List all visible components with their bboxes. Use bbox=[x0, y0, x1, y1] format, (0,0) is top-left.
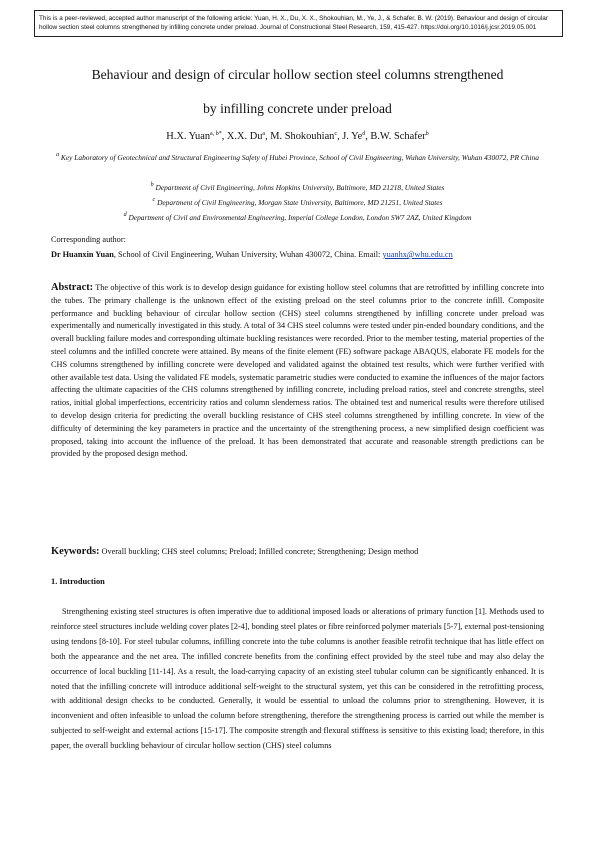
corresponding-author-details: Dr Huanxin Yuan, School of Civil Engineering, Wuhan University, Wuhan 430072, China. Email: yuanhx@whu.edu.cn bbox=[51, 250, 453, 259]
affiliation-d: $^d$ Department of Civil and Environmental Engineering, Imperial College London, London SW7 2AZ, United Kingdom bbox=[123, 212, 472, 222]
author: B.W. Schafer$^b$ bbox=[370, 131, 429, 142]
affiliation-b: $^b$ Department of Civil Engineering, Johns Hopkins University, Baltimore, MD 21218, United States bbox=[150, 182, 445, 192]
affiliation-a: $^a$ Key Laboratory of Geotechnical and Structural Engineering Safety of Hubei Province, School of Civil Engineering, Wuhan University, Wuhan 430072, PR China bbox=[56, 152, 539, 162]
keywords-line bbox=[51, 546, 544, 558]
publication-notice-box bbox=[34, 10, 563, 37]
keywords-label: Keywords: bbox=[51, 546, 100, 557]
author: M. Shokouhian$^c$, bbox=[270, 131, 343, 142]
paper-title-line-1: Behaviour and design of circular hollow section steel columns strengthened bbox=[91, 67, 504, 82]
section-heading: 1. Introduction bbox=[51, 577, 105, 586]
paper-title-line-2: by infilling concrete under preload bbox=[203, 101, 392, 116]
corresponding-author-label: Corresponding author: bbox=[51, 235, 126, 244]
affiliation-c: $^c$ Department of Civil Engineering, Morgan State University, Baltimore, MD 21251, United States bbox=[152, 197, 443, 207]
introduction-paragraph: Strengthening existing steel structures is often imperative due to additional imposed loads or alterations of primary function [1]. Methods used to reinforce steel structures include welding cover plates [2-4], bonding steel plates or fibre reinforced polymer materials [5-7], external post-tensioning using tendons [8-10]. For steel tubular columns, infilling concrete into the tube columns is another feasible retrofit technique that has little effect on both the appearance and the net area. The infilled concrete benefits from the confining effect provided by the steel tube and may also delay the occurrence of local buckling [11-14]. As a result, the load-carrying capacity of an existing steel tubular column can be significantly enhanced. It is noted that the infilling concrete will introduce additional self-weight to the structural system, yet this can be considered in the retrofitting process, with additional design checks to be conducted. Generally, it would be essential to unload the columns prior to strengthening. However, it is inconvenient and often infeasible to unload the column before strengthening, therefore the strengthening process is carried out while the member is subjected to self-weight and external actions [15-17]. The composite strength and flexural stiffness is sensitive to this existing load; therefore, in this paper, the overall buckling behaviour of circular hollow section (CHS) steel columns bbox=[51, 607, 544, 751]
corresponding-email-link[interactable]: yuanhx@whu.edu.cn bbox=[382, 250, 453, 259]
abstract-text: The objective of this work is to develop design guidance for existing hollow steel columns that are retrofitted by infilling concrete into the tubes. The primary challenge is the unknown effect of the existing preload on the steel columns prior to the concrete infill. Composite performance and buckling behaviour of circular hollow section (CHS) steel columns strengthened by infilling concrete under preload was experimentally and numerically investigated in this study. A total of 34 CHS steel columns were tested under pin-ended boundary conditions, and the overall buckling failure modes and corresponding ultimate buckling resistances were recorded. Prior to the member testing, material properties of the steel columns and the infilled concrete were attained. By means of the finite element (FE) software package ABAQUS, elaborate FE models for the CHS columns strengthened by infilling concrete were developed and validated against the obtained test results, which were further verified with other available test data. Using the validated FE models, systematic parametric studies were conducted to examine the influences of the major factors affecting the ultimate capacities of the CHS columns strengthened by infilling concrete, including preload ratios, steel and concrete strengths, steel ratios, initial global imperfections, eccentricity ratios and column slenderness ratios. The obtained test and numerical results were therefore utilised to develop design criteria for predicting the overall buckling resistance of CHS steel columns strengthened by infilling concrete. In view of the difficulty of determining the key parameters in practice and the uncertainty of the strengthening process, a new simplified design coefficient was proposed, taking into account the influence of the preload. It has been demonstrated that accurate and reasonable strength predictions can be provided by the proposed design method. bbox=[51, 283, 544, 459]
author: X.X. Du$^a$, bbox=[226, 131, 271, 142]
author: J. Ye$^d$, bbox=[342, 131, 371, 142]
corresponding-author-name: Dr Huanxin Yuan bbox=[51, 250, 114, 259]
keywords-text: Overall buckling; CHS steel columns; Preload; Infilled concrete; Strengthening; Design method bbox=[99, 547, 419, 556]
author: H.X. Yuan$^{a, b*}$, bbox=[166, 131, 227, 142]
abstract-label: Abstract: bbox=[51, 282, 94, 293]
abstract-paragraph bbox=[51, 282, 544, 461]
author-list bbox=[30, 130, 565, 143]
publication-notice-text: This is a peer-reviewed, accepted author manuscript of the following article: Yuan, H. X., Du, X. X., Shokouhian, M., Ye, J., & Schafer, B. W. (2019). Behaviour and design of circular hollow section steel columns strengthened by infilling concrete under preload. Journal of Constructional Steel Research, 159, 415-427. https://doi.org/10.1016/j.jcsr.2019.05.001 bbox=[39, 15, 548, 31]
